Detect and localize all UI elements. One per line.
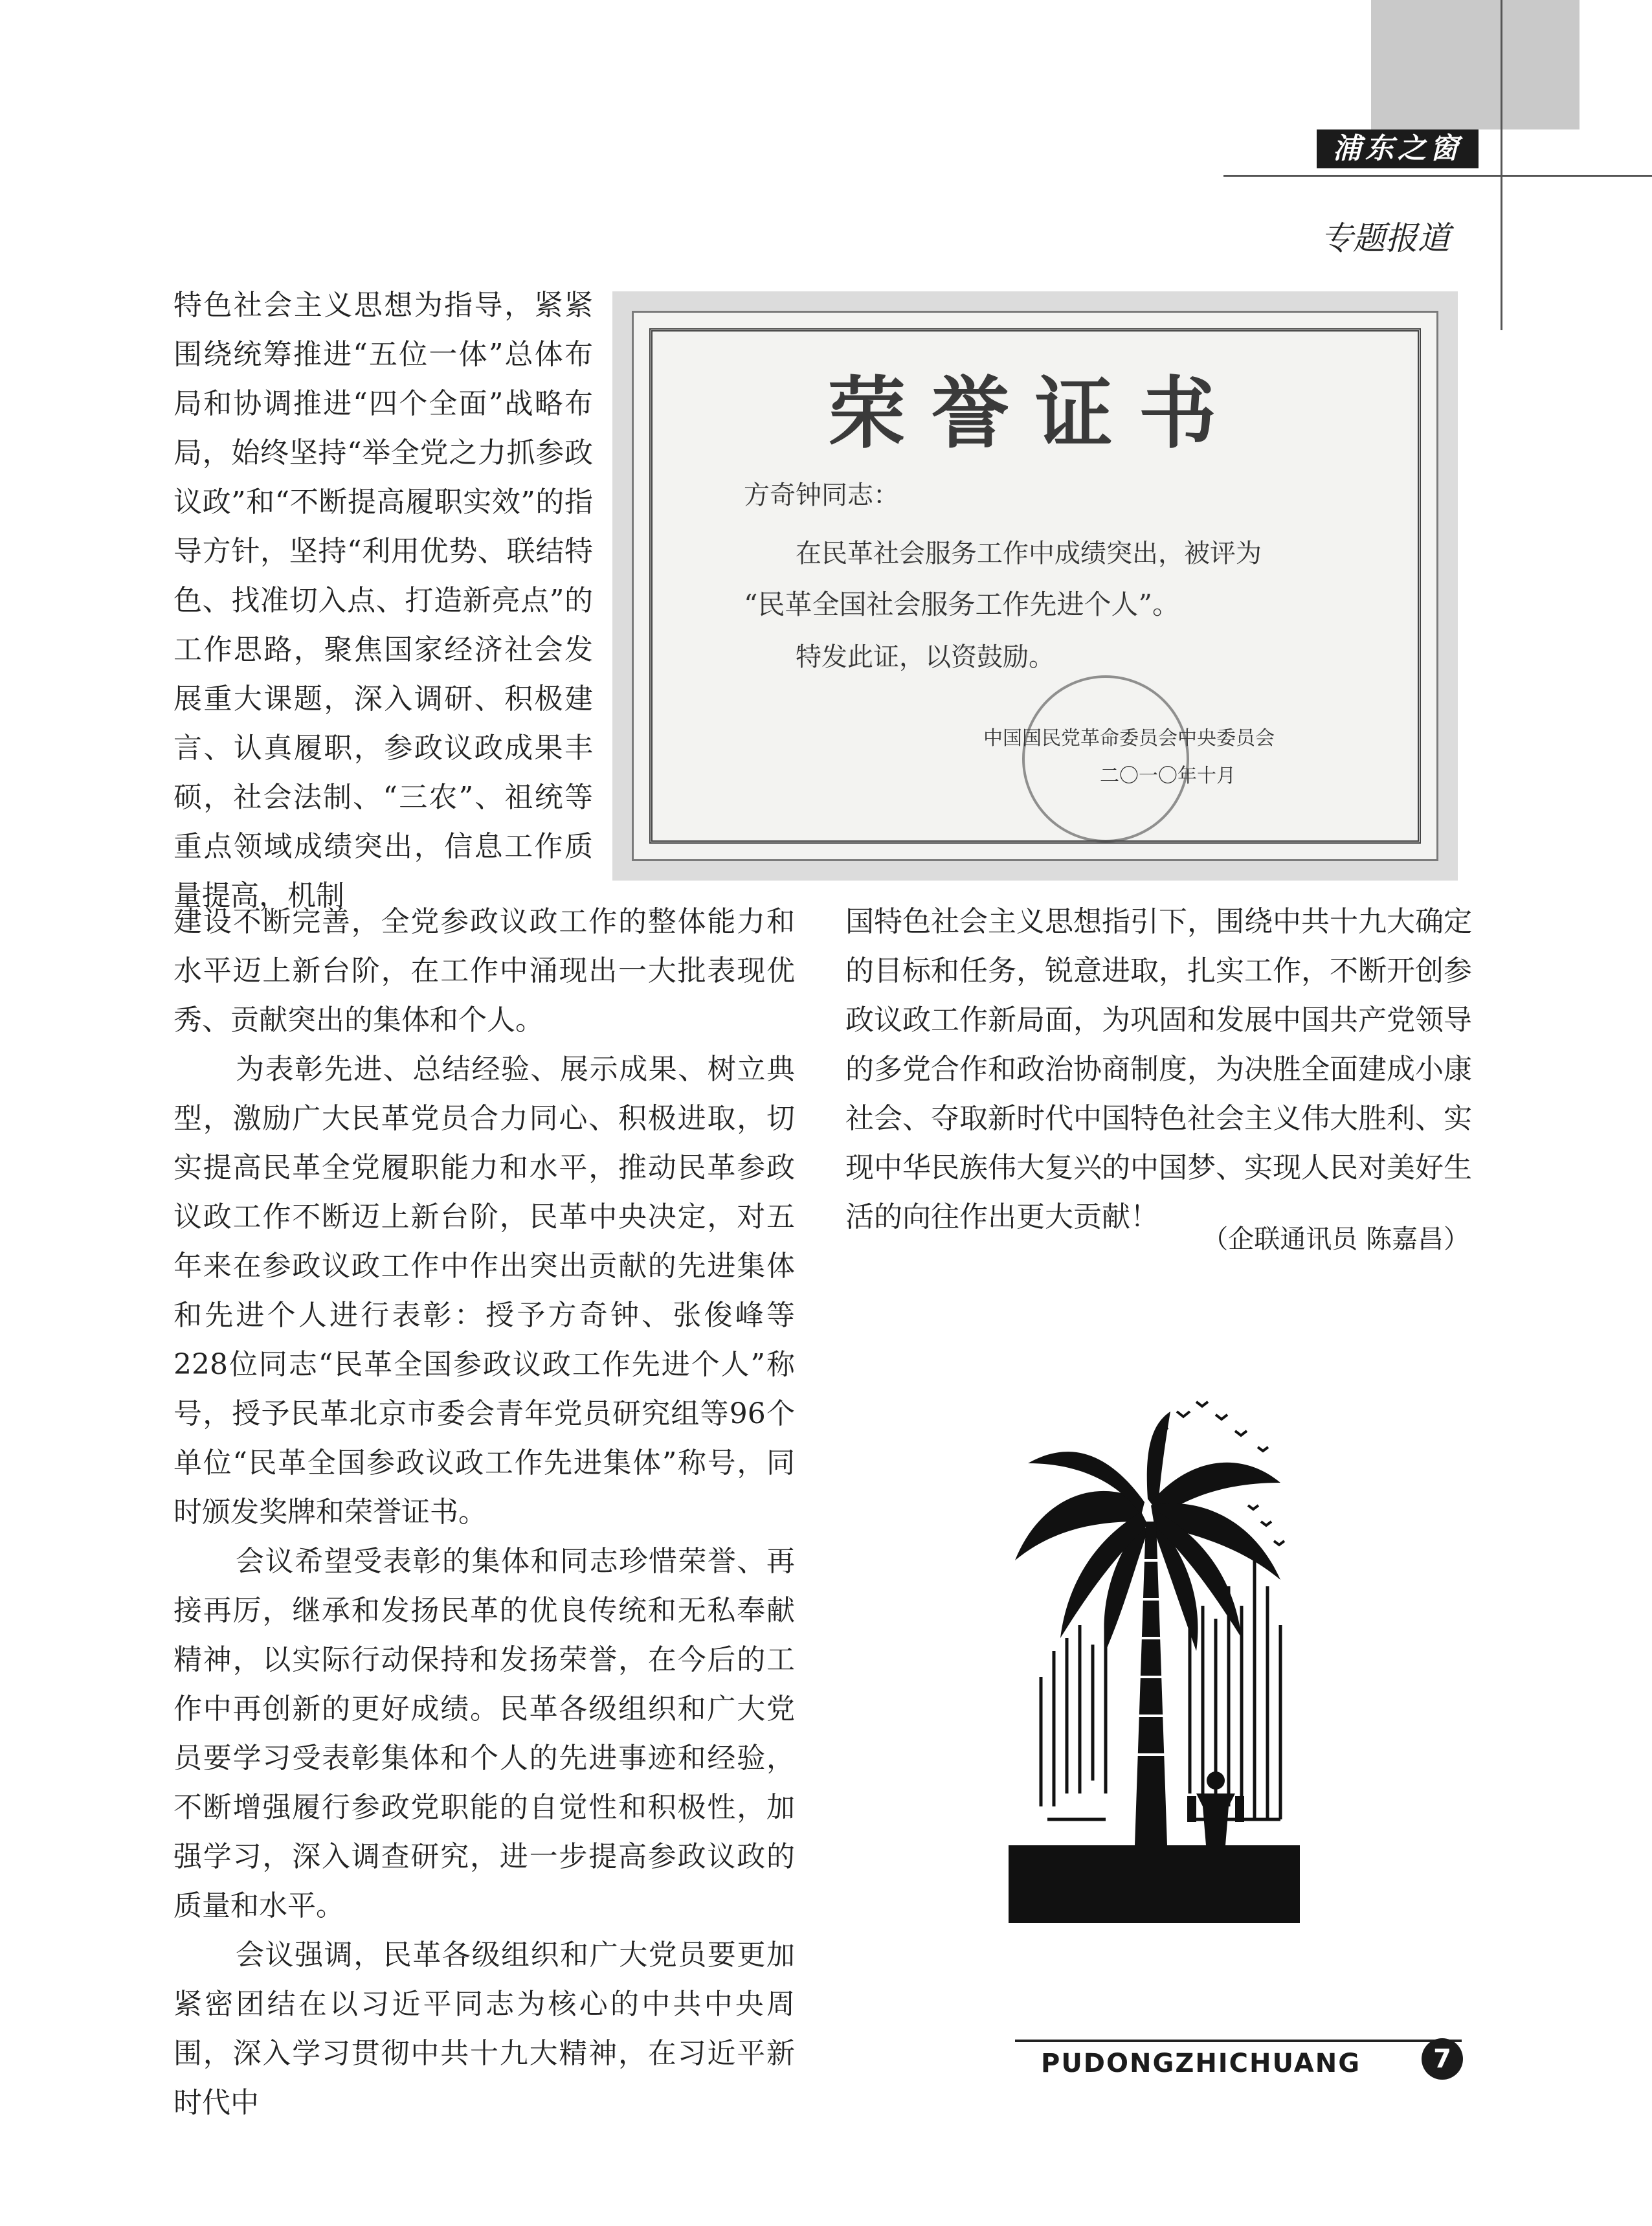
article-paragraph: 会议强调，民革各级组织和广大党员要更加紧密团结在以习近平同志为核心的中共中央周围，深入学习贯彻中共十九大精神，在习近平新时代中 — [173, 1939, 795, 2119]
article-paragraph: 建设不断完善，全党参政议政工作的整体能力和水平迈上新台阶，在工作中涌现出一大批表现优秀、贡献突出的集体和个人。 — [173, 905, 795, 1037]
certificate-photo — [612, 291, 1458, 881]
ground — [1009, 1845, 1300, 1923]
certificate-body-line: 特发此证，以资鼓励。 — [796, 642, 1055, 672]
official-seal — [1022, 675, 1189, 842]
certificate-date: 二〇一〇年十月 — [1100, 765, 1236, 787]
certificate-body-line: 在民革社会服务工作中成绩突出，被评为 — [796, 539, 1262, 568]
footer-rule — [1015, 2040, 1462, 2042]
palm-tree-illustration — [1002, 1392, 1300, 1923]
certificate-paper — [632, 311, 1438, 861]
article-paragraph: 特色社会主义思想为指导，紧紧围绕统筹推进“五位一体”总体布局和协调推进“四个全面”战略布局，始终坚持“举全党之力抓参政议政”和“不断提高履职实效”的指导方针，坚持“利用优势、联结特色、找准切入点、打造新亮点”的工作思路，聚焦国家经济社会发展重大课题，深入调研、积极建言、认真履职，参政议政成果丰硕，社会法制、“三农”、祖统等重点领域成绩突出，信息工作质量提高，机制 — [173, 289, 593, 912]
article-top-column — [173, 281, 593, 921]
footer-brand: PUDONGZHICHUANG — [1041, 2049, 1361, 2078]
certificate-title: 荣誉证书 — [828, 368, 1242, 459]
header-horizontal-rule — [1223, 175, 1652, 177]
certificate-award-name: “民革全国社会服务工作先进个人”。 — [744, 589, 1179, 620]
article-right-column — [845, 897, 1472, 1242]
article-paragraph: 为表彰先进、总结经验、展示成果、树立典型，激励广大民革党员合力同心、积极进取，切实提高民革全党履职能力和水平，推动民革参政议政工作不断迈上新台阶，民革中央决定，对五年来在参政议政工作中作出突出贡献的先进集体和先进个人进行表彰：授予方奇钟、张俊峰等228位同志“民革全国参政议政工作先进个人”称号，授予民革北京市委会青年党员研究组等96个单位“民革全国参政议政工作先进集体”称号，同时颁发奖牌和荣誉证书。 — [173, 1053, 795, 1529]
palm-trunk — [1135, 1522, 1167, 1845]
header-gray-tab — [1371, 0, 1579, 129]
magazine-logo: 浦东之窗 — [1317, 129, 1479, 168]
article-paragraph: 会议希望受表彰的集体和同志珍惜荣誉、再接再厉，继承和发扬民革的优良传统和无私奉献精神，以实际行动保持和发扬荣誉，在今后的工作中再创新的更好成绩。民革各级组织和广大党员要学习受表彰集体和个人的先进事迹和经验，不断增强履行参政党职能的自觉性和积极性，加强学习，深入调查研究，进一步提高参政议政的质量和水平。 — [173, 1545, 795, 1922]
human-figure — [1187, 1771, 1244, 1845]
article-paragraph: 国特色社会主义思想指引下，围绕中共十九大确定的目标和任务，锐意进取，扎实工作，不断开创参政议政工作新局面，为巩固和发展中国共产党领导的多党合作和政治协商制度，为决胜全面建成小康社会、夺取新时代中国特色社会主义伟大胜利、实现中华民族伟大复兴的中国梦、实现人民对美好生活的向往作出更大贡献！ — [845, 905, 1472, 1233]
header-vertical-rule — [1501, 0, 1502, 330]
article-byline: （企联通讯员 陈嘉昌） — [1202, 1224, 1469, 1254]
article-left-column — [173, 897, 795, 2128]
certificate-issuer: 中国国民党革命委员会中央委员会 — [983, 727, 1275, 750]
page-number: 7 — [1422, 2038, 1463, 2080]
certificate-salutation: 方奇钟同志： — [744, 480, 899, 510]
section-title: 专题报道 — [1321, 219, 1450, 257]
